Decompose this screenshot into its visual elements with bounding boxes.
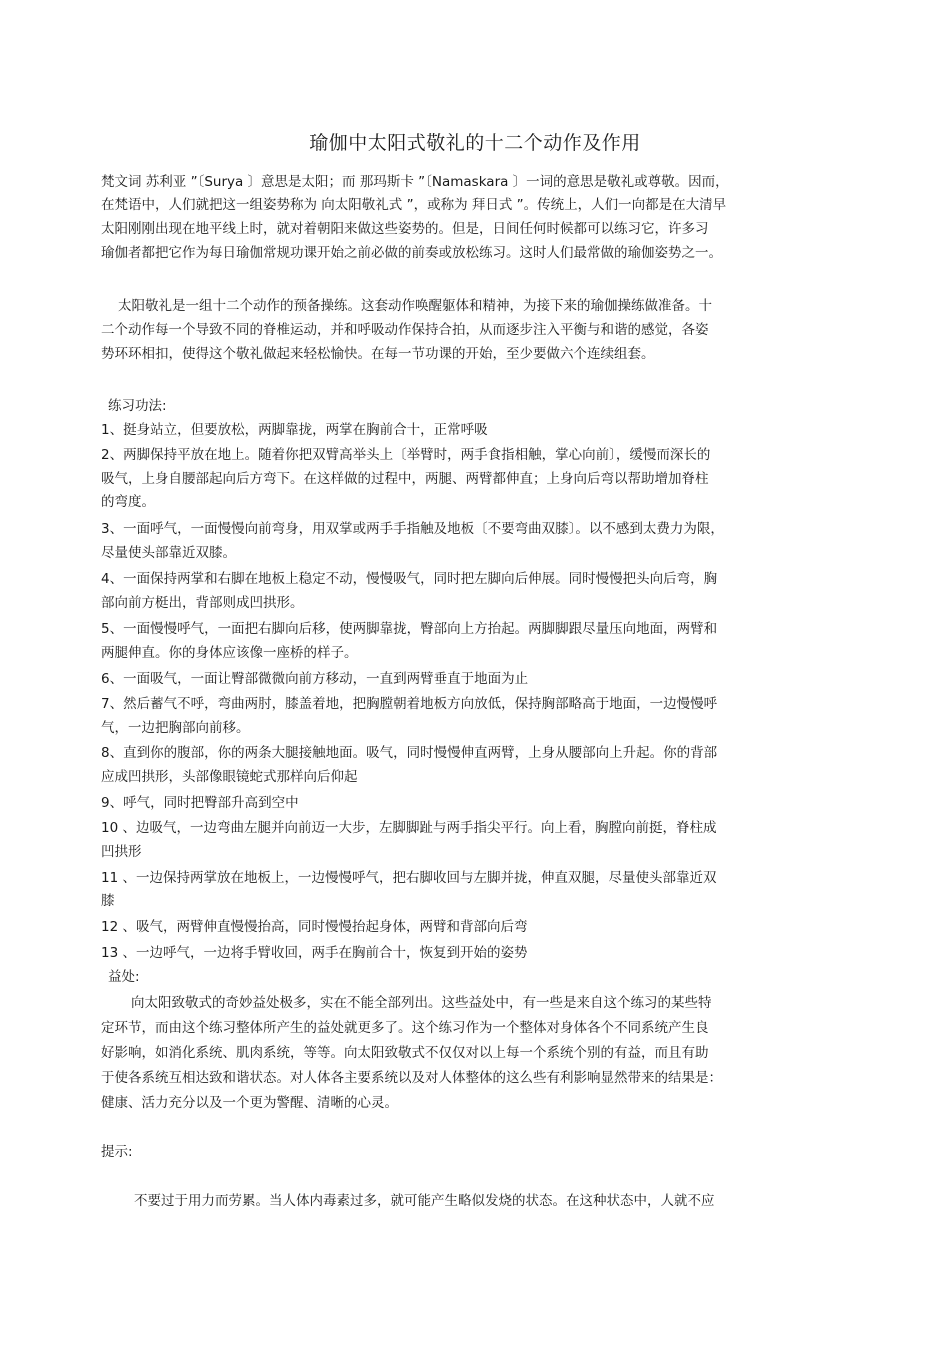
benefits-line: 于使各系统互相达致和谐状态。对人体各主要系统以及对人体整体的这么些有利影响显然带来的结果是： bbox=[101, 1070, 722, 1086]
practice-heading: 练习功法: bbox=[108, 398, 167, 414]
step-line: 12 、吸气，两臂伸直慢慢抬高，同时慢慢抬起身体，两臂和背部向后弯 bbox=[101, 919, 528, 935]
step-line: 8、直到你的腹部，你的两条大腿接触地面。吸气，同时慢慢伸直两臂，上身从腰部向上升起。你的背部 bbox=[101, 745, 718, 761]
paragraph-line: 太阳敬礼是一组十二个动作的预备操练。这套动作唤醒躯体和精神，为接下来的瑜伽操练做准备。十 bbox=[118, 298, 712, 314]
step-line: 的弯度。 bbox=[101, 494, 155, 510]
step-line: 部向前方梃出，背部则成凹拱形。 bbox=[101, 595, 304, 611]
step-line: 凹拱形 bbox=[101, 844, 142, 860]
step-line: 气，一边把胸部向前移。 bbox=[101, 720, 250, 736]
step-line: 两腿伸直。你的身体应该像一座桥的样子。 bbox=[101, 645, 358, 661]
step-line: 3、一面呼气，一面慢慢向前弯身，用双掌或两手手指触及地板〔不要弯曲双膝〕。以不感到太费力为限， bbox=[101, 521, 724, 537]
step-line: 4、一面保持两掌和右脚在地板上稳定不动，慢慢吸气，同时把左脚向后伸展。同时慢慢把头向后弯，胸 bbox=[101, 571, 718, 587]
benefits-heading: 益处: bbox=[108, 969, 140, 985]
step-line: 膝 bbox=[101, 893, 115, 909]
step-line: 尽量使头部靠近双膝。 bbox=[101, 545, 236, 561]
intro-line: 太阳刚刚出现在地平线上时，就对着朝阳来做这些姿势的。但是，日间任何时候都可以练习它，许多习 bbox=[101, 221, 709, 237]
intro-line: 梵文词 苏利亚 ”〔Surya 〕意思是太阳；而 那玛斯卡 ”〔Namaskara 〕一词的意思是敬礼或尊敬。因而， bbox=[101, 174, 729, 190]
benefits-line: 向太阳致敬式的奇妙益处极多，实在不能全部列出。这些益处中，有一些是来自这个练习的某些特 bbox=[131, 995, 712, 1011]
step-line: 吸气，上身自腰部起向后方弯下。在这样做的过程中，两腿、两臂都伸直；上身向后弯以帮助增加脊柱 bbox=[101, 471, 709, 487]
page-title: 瑜伽中太阳式敬礼的十二个动作及作用 bbox=[309, 132, 641, 154]
paragraph-line: 二个动作每一个导致不同的脊椎运动，并和呼吸动作保持合拍，从而逐步注入平衡与和谐的感觉，各姿 bbox=[101, 322, 709, 338]
step-line: 13 、一边呼气，一边将手臂收回，两手在胸前合十，恢复到开始的姿势 bbox=[101, 945, 528, 961]
step-line: 9、呼气，同时把臀部升高到空中 bbox=[101, 795, 299, 811]
step-line: 5、一面慢慢呼气，一面把右脚向后移，使两脚靠拢，臀部向上方抬起。两脚脚跟尽量压向地面，两臂和 bbox=[101, 621, 718, 637]
benefits-line: 定环节，而由这个练习整体所产生的益处就更多了。这个练习作为一个整体对身体各个不同系统产生良 bbox=[101, 1020, 709, 1036]
paragraph-line: 势环环相扣，使得这个敬礼做起来轻松愉快。在每一节功课的开始，至少要做六个连续组套。 bbox=[101, 346, 655, 362]
step-line: 7、然后蓄气不呼，弯曲两肘，膝盖着地，把胸膛朝着地板方向放低，保持胸部略高于地面，一边慢慢呼 bbox=[101, 696, 718, 712]
step-line: 10 、边吸气，一边弯曲左腿并向前迈一大步，左脚脚趾与两手指尖平行。向上看，胸膛向前挺，脊柱成 bbox=[101, 820, 717, 836]
tips-line: 不要过于用力而劳累。当人体内毒素过多，就可能产生略似发烧的状态。在这种状态中，人就不应 bbox=[134, 1193, 715, 1209]
step-line: 2、两脚保持平放在地上。随着你把双臂高举头上〔举臂时，两手食指相触，掌心向前〕，缓慢而深长的 bbox=[101, 447, 711, 463]
tips-heading: 提示: bbox=[101, 1144, 133, 1160]
step-line: 1、挺身站立，但要放松，两脚靠拢，两掌在胸前合十，正常呼吸 bbox=[101, 422, 488, 438]
benefits-line: 健康、活力充分以及一个更为警醒、清晰的心灵。 bbox=[101, 1095, 398, 1111]
intro-line: 瑜伽者都把它作为每日瑜伽常规功课开始之前必做的前奏或放松练习。这时人们最常做的瑜伽姿势之一。 bbox=[101, 245, 722, 261]
step-line: 6、一面吸气，一面让臀部微微向前方移动，一直到两臂垂直于地面为止 bbox=[101, 671, 529, 687]
step-line: 11 、一边保持两掌放在地板上，一边慢慢呼气，把右脚收回与左脚并拢，伸直双腿，尽量使头部靠近双 bbox=[101, 870, 717, 886]
intro-line: 在梵语中，人们就把这一组姿势称为 向太阳敬礼式 ”，或称为 拜日式 ”。传统上，人们一向都是在大清早 bbox=[101, 197, 727, 213]
benefits-line: 好影响，如消化系统、肌肉系统，等等。向太阳致敬式不仅仅对以上每一个系统个别的有益，而且有助 bbox=[101, 1045, 709, 1061]
step-line: 应成凹拱形，头部像眼镜蛇式那样向后仰起 bbox=[101, 769, 358, 785]
